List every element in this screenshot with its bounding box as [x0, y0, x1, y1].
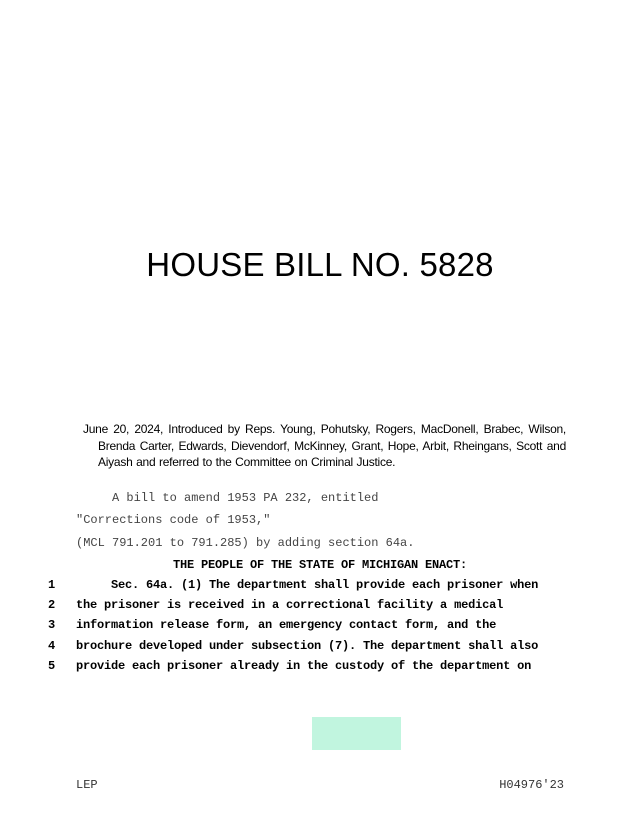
enacting-clause: THE PEOPLE OF THE STATE OF MICHIGAN ENACT: — [172, 558, 468, 572]
amendment-line-2: "Corrections code of 1953," — [76, 513, 271, 527]
amendment-line-3: (MCL 791.201 to 791.285) by adding section 64a. — [76, 536, 415, 550]
bill-introduction: June 20, 2024, Introduced by Reps. Young, Pohutsky, Rogers, MacDonell, Brabec, Wilson, Brenda Carter, Edwards, Dievendorf, McKinney, Grant, Hope, Arbit, Rheingans, Scott and Aiyash and referred to the Committee on Criminal Justice. — [83, 422, 566, 469]
bill-text-line: provide each prisoner already in the custody of the department on — [76, 659, 532, 673]
line-number: 5 — [48, 659, 56, 673]
bill-title: HOUSE BILL NO. 5828 — [146, 246, 494, 283]
bill-text-line: brochure developed under subsection (7). The department shall also — [76, 639, 539, 653]
bill-text-line: the prisoner is received in a correctional facility a medical — [76, 598, 504, 612]
footer-document-id: H04976'23 — [499, 778, 564, 792]
highlight-box — [312, 717, 401, 750]
amendment-line-1: A bill to amend 1953 PA 232, entitled — [112, 491, 379, 505]
line-number: 3 — [48, 618, 56, 632]
footer-drafter-code: LEP — [76, 778, 98, 792]
line-number: 1 — [48, 578, 56, 592]
line-number: 4 — [48, 639, 56, 653]
bill-text-line: Sec. 64a. (1) The department shall provide each prisoner when — [76, 578, 539, 592]
line-number: 2 — [48, 598, 56, 612]
bill-text-line: information release form, an emergency contact form, and the — [76, 618, 497, 632]
